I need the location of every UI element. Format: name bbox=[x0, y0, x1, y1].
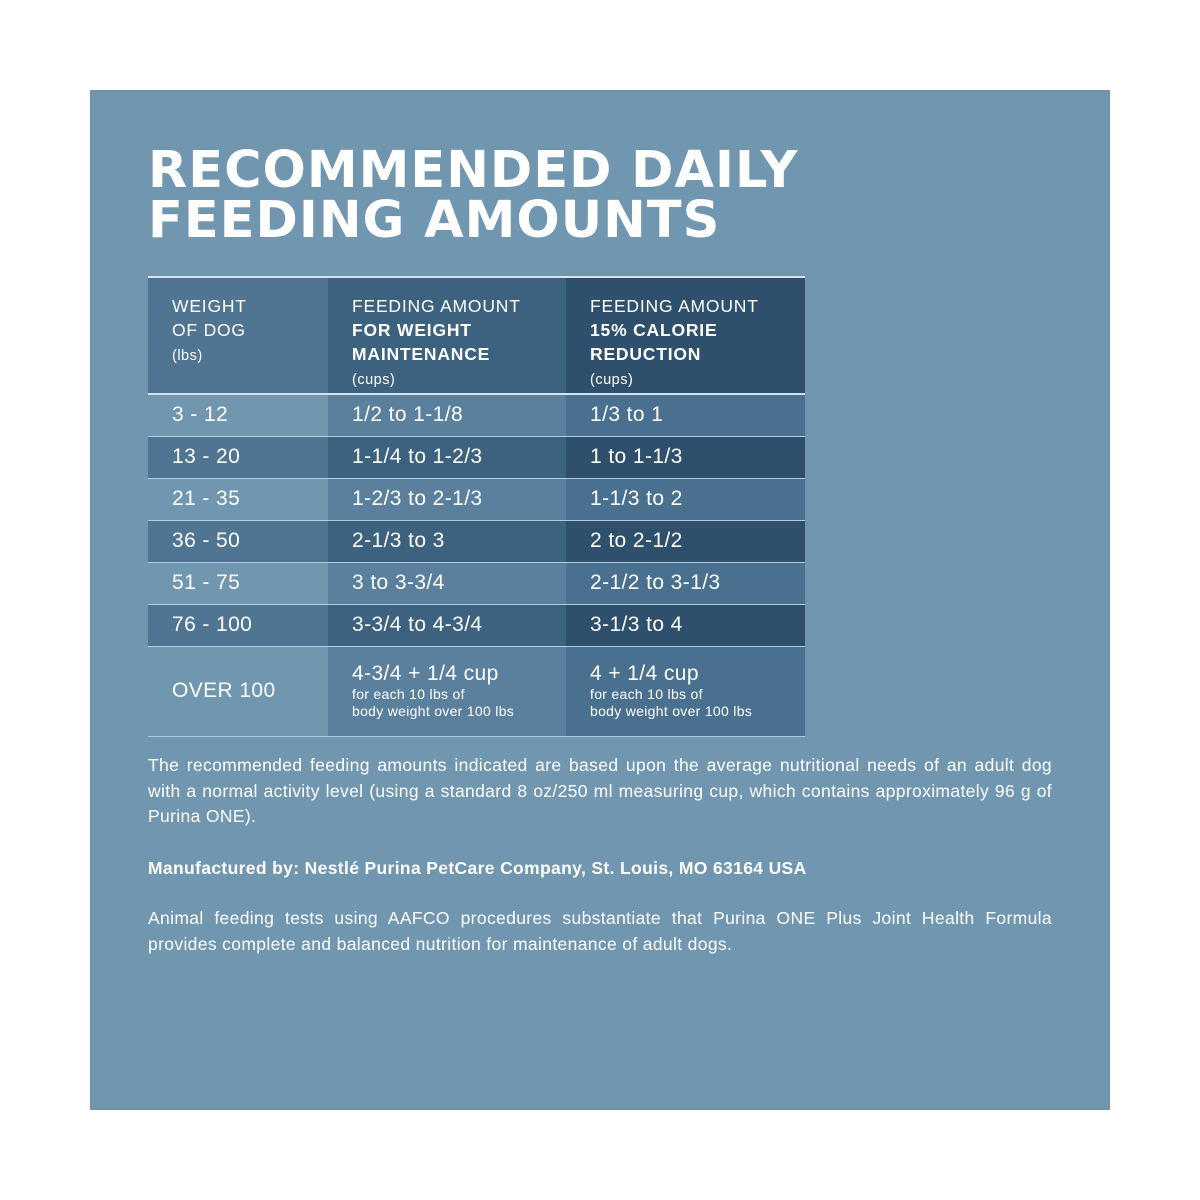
feeding-guide-panel bbox=[90, 90, 1110, 1110]
table-row bbox=[148, 562, 805, 604]
maintenance-cell: 1-2/3 to 2-1/3 bbox=[328, 478, 566, 520]
weight-cell: 36 - 50 bbox=[148, 520, 328, 562]
weight-cell: OVER 100 bbox=[148, 646, 328, 736]
title-line-1: RECOMMENDED DAILY bbox=[148, 141, 799, 200]
table-row bbox=[148, 436, 805, 478]
header-weight: WEIGHT OF DOG (lbs) bbox=[148, 277, 328, 394]
weight-cell: 21 - 35 bbox=[148, 478, 328, 520]
feeding-table bbox=[148, 276, 805, 737]
maintenance-cell: 1-1/4 to 1-2/3 bbox=[328, 436, 566, 478]
page-title bbox=[148, 141, 799, 250]
header-reduction: FEEDING AMOUNT 15% CALORIE REDUCTION (cups) bbox=[566, 277, 805, 394]
reduction-cell: 1 to 1-1/3 bbox=[566, 436, 805, 478]
table-row bbox=[148, 478, 805, 520]
table-row bbox=[148, 604, 805, 646]
weight-cell: 51 - 75 bbox=[148, 562, 328, 604]
header-maintenance: FEEDING AMOUNT FOR WEIGHT MAINTENANCE (cups) bbox=[328, 277, 566, 394]
reduction-cell: 2 to 2-1/2 bbox=[566, 520, 805, 562]
title-line-2: FEEDING AMOUNTS bbox=[148, 191, 721, 250]
maintenance-cell: 3-3/4 to 4-3/4 bbox=[328, 604, 566, 646]
table-header-row bbox=[148, 277, 805, 394]
table-row-over-100 bbox=[148, 646, 805, 736]
manufacturer-line: Manufactured by: Nestlé Purina PetCare Company, St. Louis, MO 63164 USA bbox=[148, 858, 807, 878]
maintenance-cell: 1/2 to 1-1/8 bbox=[328, 394, 566, 436]
maintenance-cell: 3 to 3-3/4 bbox=[328, 562, 566, 604]
weight-cell: 3 - 12 bbox=[148, 394, 328, 436]
maintenance-cell: 2-1/3 to 3 bbox=[328, 520, 566, 562]
weight-cell: 13 - 20 bbox=[148, 436, 328, 478]
feeding-basis-paragraph: The recommended feeding amounts indicated are based upon the average nutritional needs of an adult dog with a normal activity level (using a standard 8 oz/250 ml measuring cup, which contains approximately 96 g of Purina ONE). bbox=[148, 755, 1052, 826]
reduction-cell: 4 + 1/4 cup for each 10 lbs of body weight over 100 lbs bbox=[566, 646, 805, 736]
aafco-statement: Animal feeding tests using AAFCO procedures substantiate that Purina ONE Plus Joint Health Formula provides complete and balanced nutrition for maintenance of adult dogs. bbox=[148, 908, 1052, 954]
reduction-cell: 3-1/3 to 4 bbox=[566, 604, 805, 646]
maintenance-cell: 4-3/4 + 1/4 cup for each 10 lbs of body weight over 100 lbs bbox=[328, 646, 566, 736]
table-row bbox=[148, 394, 805, 436]
reduction-cell: 2-1/2 to 3-1/3 bbox=[566, 562, 805, 604]
table-row bbox=[148, 520, 805, 562]
reduction-cell: 1/3 to 1 bbox=[566, 394, 805, 436]
reduction-cell: 1-1/3 to 2 bbox=[566, 478, 805, 520]
weight-cell: 76 - 100 bbox=[148, 604, 328, 646]
